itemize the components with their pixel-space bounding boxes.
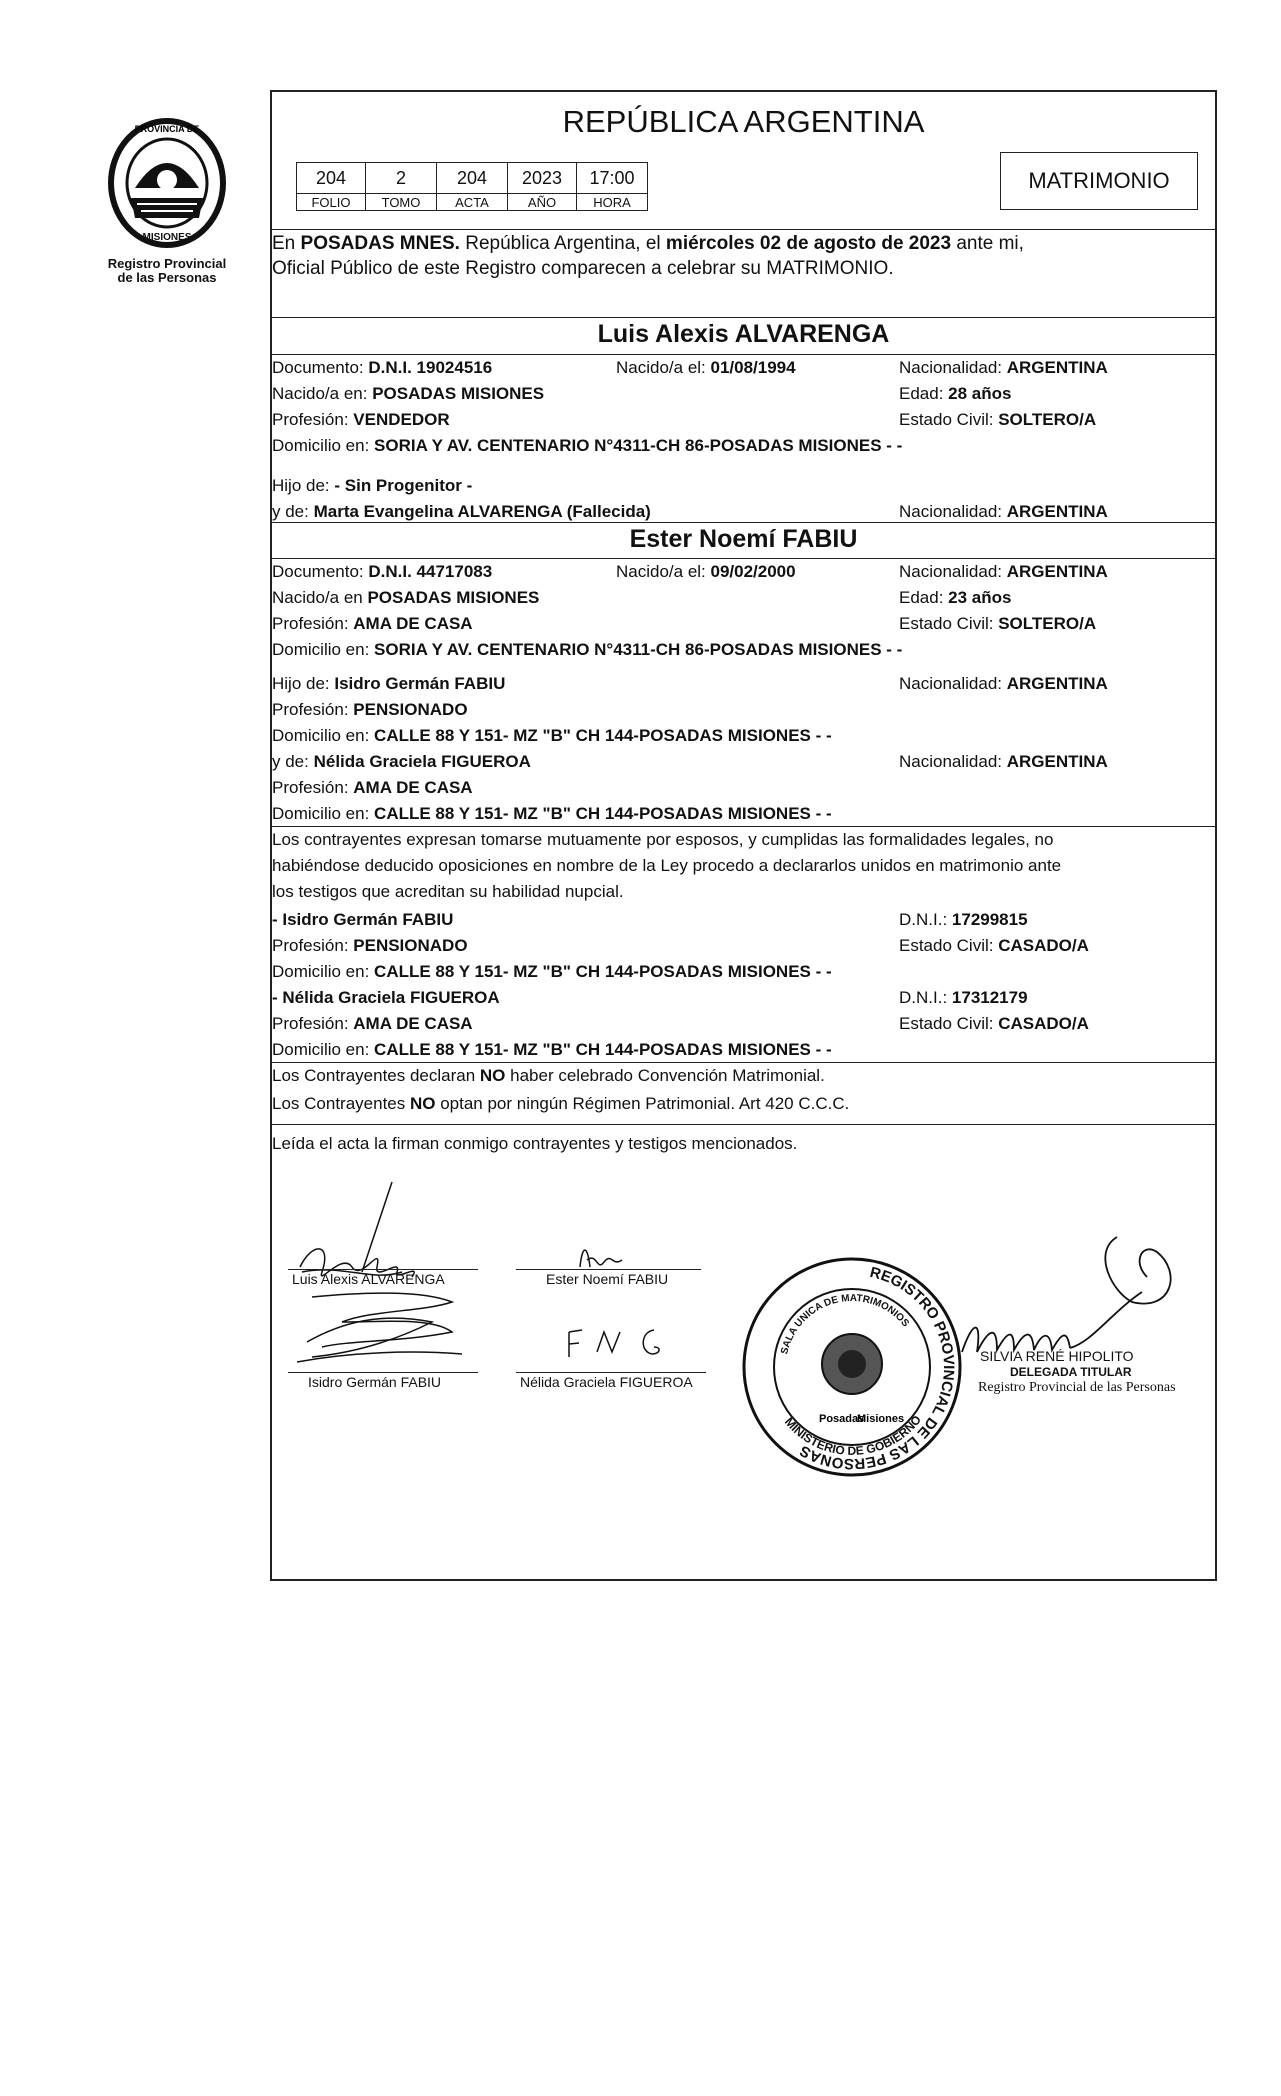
witness1-civil-status (899, 936, 1089, 956)
spouse1-age (899, 384, 1011, 404)
seal-top-text: PROVINCIA DE (134, 124, 200, 134)
value: 17312179 (951, 988, 1028, 1007)
spouse1-civil-status (899, 410, 1096, 430)
divider (272, 317, 1215, 318)
tomo-value: 2 (366, 163, 437, 194)
label: Nacionalidad: (899, 358, 1007, 377)
label: Estado Civil: (899, 1014, 999, 1033)
spouse1-address (272, 436, 902, 456)
divider (272, 1062, 1215, 1063)
label: y de: (272, 752, 314, 771)
signature-line (288, 1269, 478, 1270)
value: POSADAS MISIONES (372, 384, 545, 403)
intro-line1 (272, 232, 1024, 256)
intro-text: En (272, 233, 301, 254)
folio-label: FOLIO (297, 194, 366, 211)
spouse2-mother-address (272, 804, 832, 824)
anio-label: AÑO (508, 194, 577, 211)
label: Estado Civil: (899, 614, 999, 633)
witness1-name: - Isidro Germán FABIU (272, 910, 454, 929)
stamp-inner-text: SALA UNICA DE MATRIMONIOS (779, 1292, 911, 1356)
stamp-ring-text: REGISTRO PROVINCIAL DE LAS PERSONAS (796, 1263, 958, 1473)
declaration-line1: Los contrayentes expresan tomarse mutuamente por esposos, y cumplidas las formalidades legales, no (272, 830, 1054, 849)
value: CALLE 88 Y 151- MZ "B" CH 144-POSADAS MISIONES - - (374, 726, 832, 745)
value: Marta Evangelina ALVARENGA (Fallecida) (313, 502, 651, 521)
closing-statement: Leída el acta la firman conmigo contrayentes y testigos mencionados. (272, 1134, 798, 1153)
witness1-profession (272, 936, 468, 956)
label: Nacido/a en (272, 588, 368, 607)
label: Domicilio en: (272, 1040, 375, 1059)
label: Profesión: (272, 614, 354, 633)
intro-text: República Argentina, el (459, 233, 666, 254)
text: Los Contrayentes declaran (272, 1066, 480, 1085)
label: Domicilio en: (272, 436, 375, 455)
emphasis: NO (479, 1066, 506, 1085)
value: D.N.I. 19024516 (368, 358, 493, 377)
intro-line2: Oficial Público de este Registro comparecen a celebrar su MATRIMONIO. (272, 258, 894, 279)
anio-value: 2023 (508, 163, 577, 194)
value: Nélida Graciela FIGUEROA (313, 752, 531, 771)
spouse2-father-profession (272, 700, 468, 720)
signature-label-spouse2: Ester Noemí FABIU (546, 1271, 669, 1287)
intro-date: miércoles 02 de agosto de 2023 (665, 233, 952, 254)
spouse1-birthplace (272, 384, 544, 404)
text: optan por ningún Régimen Patrimonial. Art 420 C.C.C. (435, 1094, 850, 1113)
value: SOLTERO/A (998, 410, 1097, 429)
label: Domicilio en: (272, 804, 375, 823)
witness2-name: - Nélida Graciela FIGUEROA (272, 988, 500, 1007)
logo-caption-line1: Registro Provincial (107, 256, 227, 271)
value: ARGENTINA (1006, 502, 1108, 521)
spouse1-birthdate (616, 358, 796, 378)
text: Los Contrayentes (272, 1094, 410, 1113)
value: SORIA Y AV. CENTENARIO N°4311-CH 86-POSADAS MISIONES - - (374, 640, 903, 659)
spouse2-name: Ester Noemí FABIU (629, 525, 858, 553)
value: AMA DE CASA (353, 1014, 473, 1033)
value: - Sin Progenitor - (334, 476, 473, 495)
value: CALLE 88 Y 151- MZ "B" CH 144-POSADAS MISIONES - - (374, 1040, 832, 1059)
witness2-dni (899, 988, 1028, 1008)
act-type-box: MATRIMONIO (1000, 152, 1198, 210)
label: Nacionalidad: (899, 674, 1007, 693)
divider (272, 1124, 1215, 1125)
value: 01/08/1994 (710, 358, 796, 377)
value: 28 años (948, 384, 1012, 403)
label: Estado Civil: (899, 936, 999, 955)
spouse1-name: Luis Alexis ALVARENGA (597, 320, 890, 348)
value: SORIA Y AV. CENTENARIO N°4311-CH 86-POSADAS MISIONES - - (374, 436, 903, 455)
value: D.N.I. 44717083 (368, 562, 493, 581)
label: Profesión: (272, 410, 354, 429)
spouse1-mother (272, 502, 651, 522)
official-stamp-icon (737, 1252, 967, 1482)
spouse2-father-nationality (899, 674, 1108, 694)
acta-value: 204 (437, 163, 508, 194)
value: 09/02/2000 (710, 562, 796, 581)
spouse1-father (272, 476, 472, 496)
value: CASADO/A (998, 1014, 1089, 1033)
label: Domicilio en: (272, 640, 375, 659)
label: Hijo de: (272, 476, 335, 495)
label: Hijo de: (272, 674, 335, 693)
officer-name: SILVIA RENÉ HIPOLITO (980, 1348, 1134, 1364)
label: Profesión: (272, 700, 354, 719)
label: Nacido/a en: (272, 384, 373, 403)
spouse2-profession (272, 614, 473, 634)
officer-role: DELEGADA TITULAR (1010, 1365, 1132, 1379)
label: D.N.I.: (899, 910, 952, 929)
value: AMA DE CASA (353, 614, 473, 633)
spouse2-father-address (272, 726, 832, 746)
declaration-line2: habiéndose deducido oposiciones en nombre de la Ley procedo a declararlos unidos en matrimonio ante (272, 856, 1062, 875)
value: 23 años (948, 588, 1012, 607)
intro-text: ante mi, (951, 233, 1024, 254)
value: VENDEDOR (353, 410, 450, 429)
divider (272, 354, 1215, 355)
witness2-profession (272, 1014, 473, 1034)
signature-line (516, 1269, 701, 1270)
label: Nacionalidad: (899, 502, 1007, 521)
signature-line (288, 1372, 478, 1373)
hora-value: 17:00 (577, 163, 648, 194)
label: y de: (272, 502, 314, 521)
label: Profesión: (272, 1014, 354, 1033)
label: Profesión: (272, 936, 354, 955)
label: Estado Civil: (899, 410, 999, 429)
folio-value: 204 (297, 163, 366, 194)
divider (272, 826, 1215, 827)
acta-label: ACTA (437, 194, 508, 211)
spouse1-profession (272, 410, 450, 430)
tomo-label: TOMO (366, 194, 437, 211)
spouse2-age (899, 588, 1011, 608)
signature-label-witness1: Isidro Germán FABIU (308, 1374, 442, 1390)
value: Isidro Germán FABIU (334, 674, 506, 693)
registry-logo (92, 118, 242, 285)
stamp-city: Posadas (819, 1413, 865, 1425)
provincial-seal-icon (107, 118, 227, 248)
spouse2-birthdate (616, 562, 796, 582)
intro-place: POSADAS MNES. (300, 233, 460, 254)
divider (272, 229, 1215, 230)
witness2-civil-status (899, 1014, 1089, 1034)
emphasis: NO (409, 1094, 436, 1113)
spouse1-document (272, 358, 492, 378)
hora-label: HORA (577, 194, 648, 211)
spouse1-mother-nationality (899, 502, 1108, 522)
logo-caption (92, 257, 242, 285)
spouse2-birthplace (272, 588, 539, 608)
declaration-line3: los testigos que acreditan su habilidad nupcial. (272, 882, 624, 901)
label: Edad: (899, 588, 949, 607)
spouse2-mother-profession (272, 778, 473, 798)
value: POSADAS MISIONES (367, 588, 540, 607)
value: PENSIONADO (353, 936, 468, 955)
value: CALLE 88 Y 151- MZ "B" CH 144-POSADAS MISIONES - - (374, 962, 832, 981)
witness2-address (272, 1040, 832, 1060)
value: CALLE 88 Y 151- MZ "B" CH 144-POSADAS MISIONES - - (374, 804, 832, 823)
value: ARGENTINA (1006, 358, 1108, 377)
label: Domicilio en: (272, 726, 375, 745)
handwritten-signatures-icon (282, 1172, 742, 1472)
label: Domicilio en: (272, 962, 375, 981)
label: Nacionalidad: (899, 562, 1007, 581)
spouse2-mother-nationality (899, 752, 1108, 772)
regime-line2 (272, 1094, 849, 1114)
label: Profesión: (272, 778, 354, 797)
value: CASADO/A (998, 936, 1089, 955)
stamp-bottom-text: MINISTERIO DE GOBIERNO (781, 1412, 924, 1458)
signature-label-spouse1: Luis Alexis ALVARENGA (292, 1271, 445, 1287)
divider (272, 558, 1215, 559)
value: PENSIONADO (353, 700, 468, 719)
label: D.N.I.: (899, 988, 952, 1007)
document-title: REPÚBLICA ARGENTINA (562, 104, 925, 139)
spouse1-nationality (899, 358, 1108, 378)
text: haber celebrado Convención Matrimonial. (505, 1066, 825, 1085)
signature-label-witness2: Nélida Graciela FIGUEROA (520, 1374, 693, 1390)
label: Nacido/a el: (616, 358, 711, 377)
value: ARGENTINA (1006, 674, 1108, 693)
witness1-dni (899, 910, 1028, 930)
spouse2-father (272, 674, 505, 694)
divider (272, 522, 1215, 523)
spouse2-document (272, 562, 492, 582)
value: AMA DE CASA (353, 778, 473, 797)
label: Nacionalidad: (899, 752, 1007, 771)
label: Documento: (272, 562, 369, 581)
label: Nacido/a el: (616, 562, 711, 581)
spouse2-mother (272, 752, 531, 772)
logo-caption-line2: de las Personas (117, 270, 217, 285)
seal-bottom-text: MISIONES (142, 232, 192, 243)
regime-line1 (272, 1066, 825, 1086)
value: ARGENTINA (1006, 752, 1108, 771)
label: Edad: (899, 384, 949, 403)
value: SOLTERO/A (998, 614, 1097, 633)
officer-office: Registro Provincial de las Personas (978, 1380, 1176, 1395)
witness1-address (272, 962, 832, 982)
certificate-frame (270, 90, 1217, 1581)
spouse2-civil-status (899, 614, 1096, 634)
spouse2-nationality (899, 562, 1108, 582)
value: 17299815 (951, 910, 1028, 929)
spouse2-address (272, 640, 902, 660)
label: Documento: (272, 358, 369, 377)
record-reference-table (296, 162, 648, 211)
value: ARGENTINA (1006, 562, 1108, 581)
stamp-province: Misiones (857, 1413, 905, 1425)
signature-line (516, 1372, 706, 1373)
